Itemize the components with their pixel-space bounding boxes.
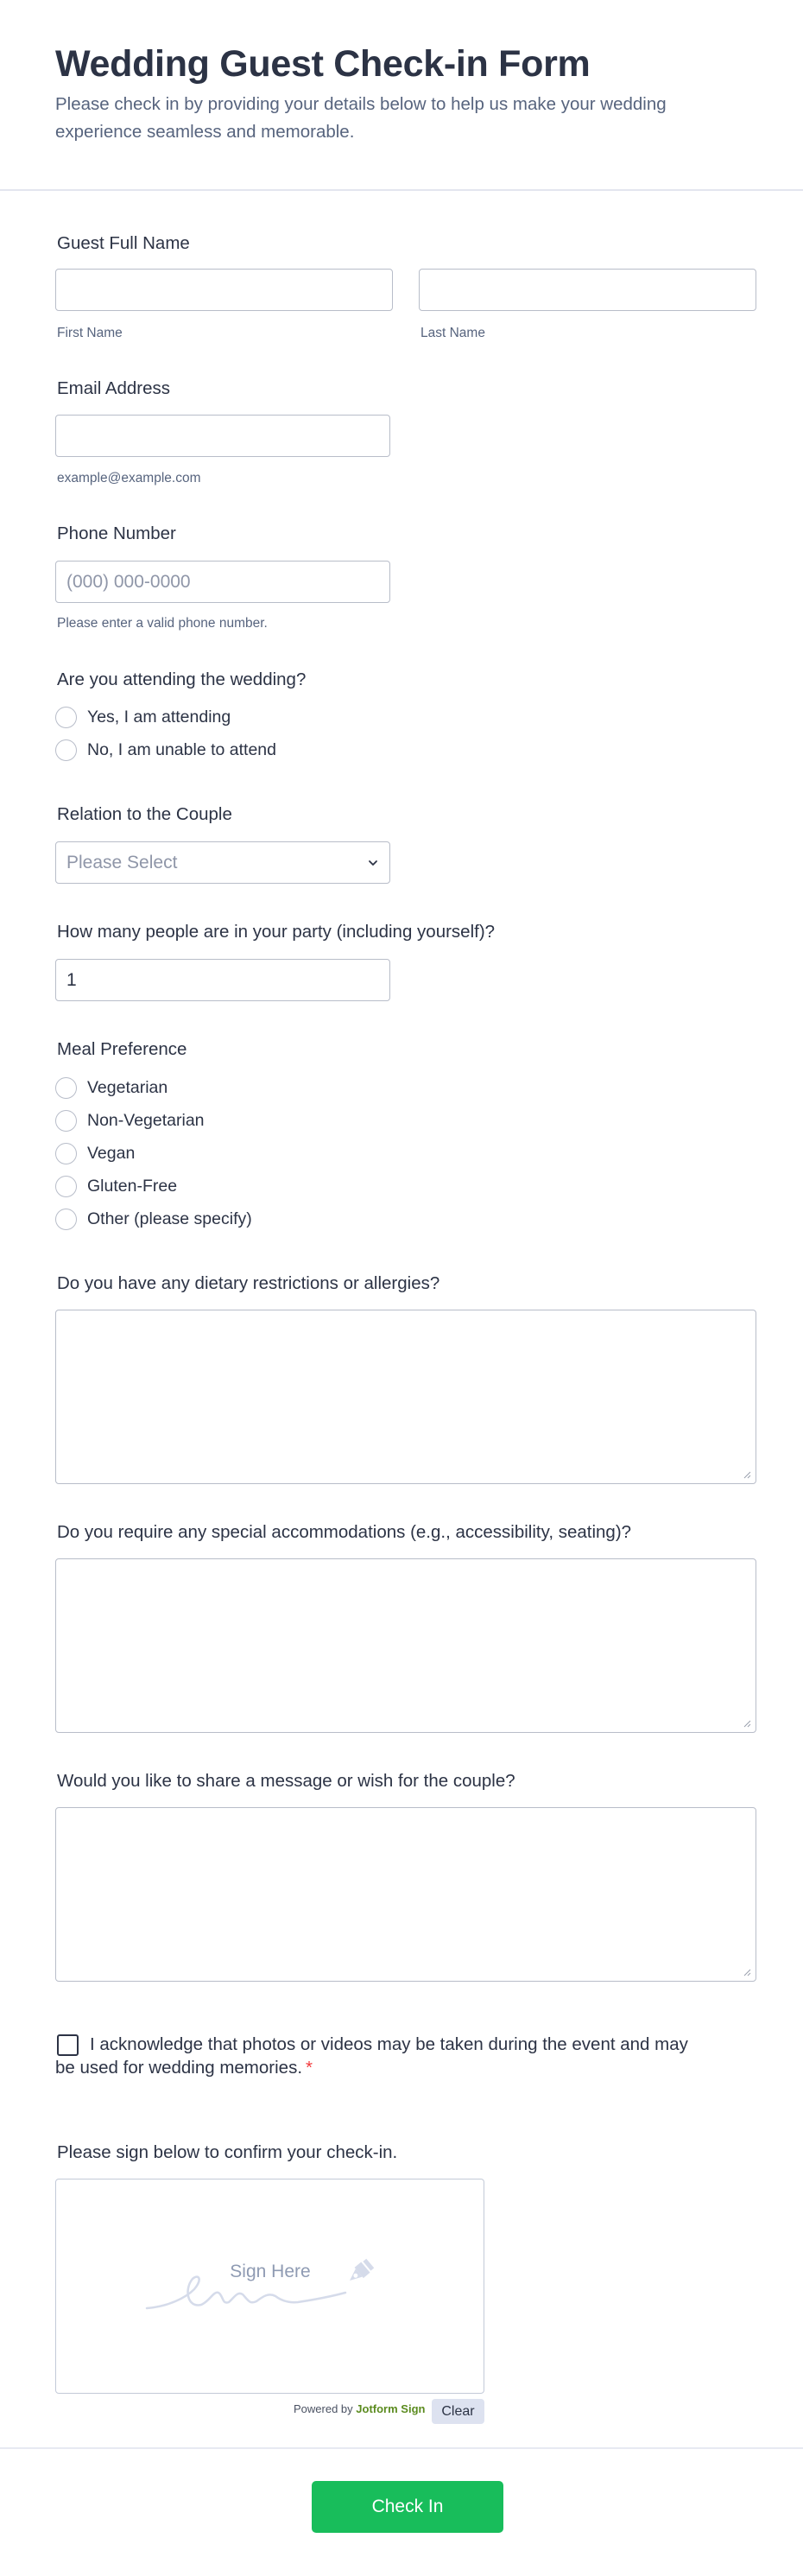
first-name-input[interactable] xyxy=(55,269,393,311)
party-size-label: How many people are in your party (including yourself)? xyxy=(57,922,496,942)
radio-label: Yes, I am attending xyxy=(87,707,231,726)
acknowledge-label xyxy=(55,2033,703,2079)
meal-option-vegetarian[interactable] xyxy=(55,1075,168,1100)
radio-button[interactable] xyxy=(55,1110,77,1132)
radio-label: Gluten-Free xyxy=(87,1176,178,1196)
party-size-input[interactable] xyxy=(55,959,390,1001)
dietary-label: Do you have any dietary restrictions or allergies? xyxy=(57,1273,440,1293)
radio-button[interactable] xyxy=(55,1077,77,1099)
accommodations-label: Do you require any special accommodations (e.g., accessibility, seating)? xyxy=(57,1522,632,1542)
form-header xyxy=(0,0,803,191)
relation-label: Relation to the Couple xyxy=(57,804,232,824)
phone-sublabel: Please enter a valid phone number. xyxy=(57,616,268,631)
chevron-down-icon xyxy=(367,857,379,869)
message-label: Would you like to share a message or wish for the couple? xyxy=(57,1771,515,1791)
resize-grip-icon[interactable] xyxy=(743,1719,751,1728)
powered-prefix: Powered by xyxy=(294,2402,353,2415)
radio-label: Other (please specify) xyxy=(87,1209,252,1228)
clear-signature-button[interactable]: Clear xyxy=(432,2399,484,2424)
radio-button[interactable] xyxy=(55,1143,77,1164)
radio-label: Non-Vegetarian xyxy=(87,1110,205,1130)
message-textarea[interactable] xyxy=(55,1807,756,1982)
email-label: Email Address xyxy=(57,378,171,398)
resize-grip-icon[interactable] xyxy=(743,1470,751,1479)
last-name-sublabel: Last Name xyxy=(420,326,485,340)
phone-input[interactable] xyxy=(55,561,390,603)
required-mark: * xyxy=(306,2058,313,2078)
acknowledge-text: I acknowledge that photos or videos may be taken during the event and may be used for wedding memories. xyxy=(55,2034,688,2078)
meal-option-non-vegetarian[interactable] xyxy=(55,1108,205,1133)
radio-button[interactable] xyxy=(55,707,77,728)
accommodations-textarea[interactable] xyxy=(55,1558,756,1733)
attending-label: Are you attending the wedding? xyxy=(57,669,307,689)
form-description: Please check in by providing your details below to help us make your wedding experience seamless and memorable. xyxy=(55,94,667,142)
radio-button[interactable] xyxy=(55,739,77,761)
signature-hint: Sign Here xyxy=(230,2262,311,2281)
attending-option-yes[interactable] xyxy=(55,705,231,729)
last-name-input[interactable] xyxy=(419,269,756,311)
powered-brand-link[interactable]: Jotform Sign xyxy=(356,2402,426,2415)
resize-grip-icon[interactable] xyxy=(743,1968,751,1976)
radio-label: Vegan xyxy=(87,1143,136,1163)
first-name-sublabel: First Name xyxy=(57,326,123,340)
meal-label: Meal Preference xyxy=(57,1039,187,1059)
radio-button[interactable] xyxy=(55,1176,77,1197)
dietary-textarea[interactable] xyxy=(55,1310,756,1484)
signature-label: Please sign below to confirm your check-in. xyxy=(57,2142,398,2162)
attending-option-no[interactable] xyxy=(55,738,276,762)
relation-select-value: Please Select xyxy=(66,852,178,872)
powered-by xyxy=(294,2402,425,2415)
check-in-submit-button[interactable]: Check In xyxy=(312,2481,503,2533)
footer-divider xyxy=(0,2447,803,2449)
radio-label: Vegetarian xyxy=(87,1077,168,1097)
meal-option-vegan[interactable] xyxy=(55,1141,135,1165)
relation-select[interactable] xyxy=(55,841,390,884)
full-name-label: Guest Full Name xyxy=(57,233,190,253)
email-input[interactable] xyxy=(55,415,390,457)
phone-label: Phone Number xyxy=(57,523,176,543)
email-sublabel: example@example.com xyxy=(57,471,201,485)
meal-option-gluten-free[interactable] xyxy=(55,1174,177,1198)
meal-option-other[interactable] xyxy=(55,1207,252,1231)
radio-button[interactable] xyxy=(55,1209,77,1230)
form-title: Wedding Guest Check-in Form xyxy=(55,43,591,85)
radio-label: No, I am unable to attend xyxy=(87,739,276,759)
